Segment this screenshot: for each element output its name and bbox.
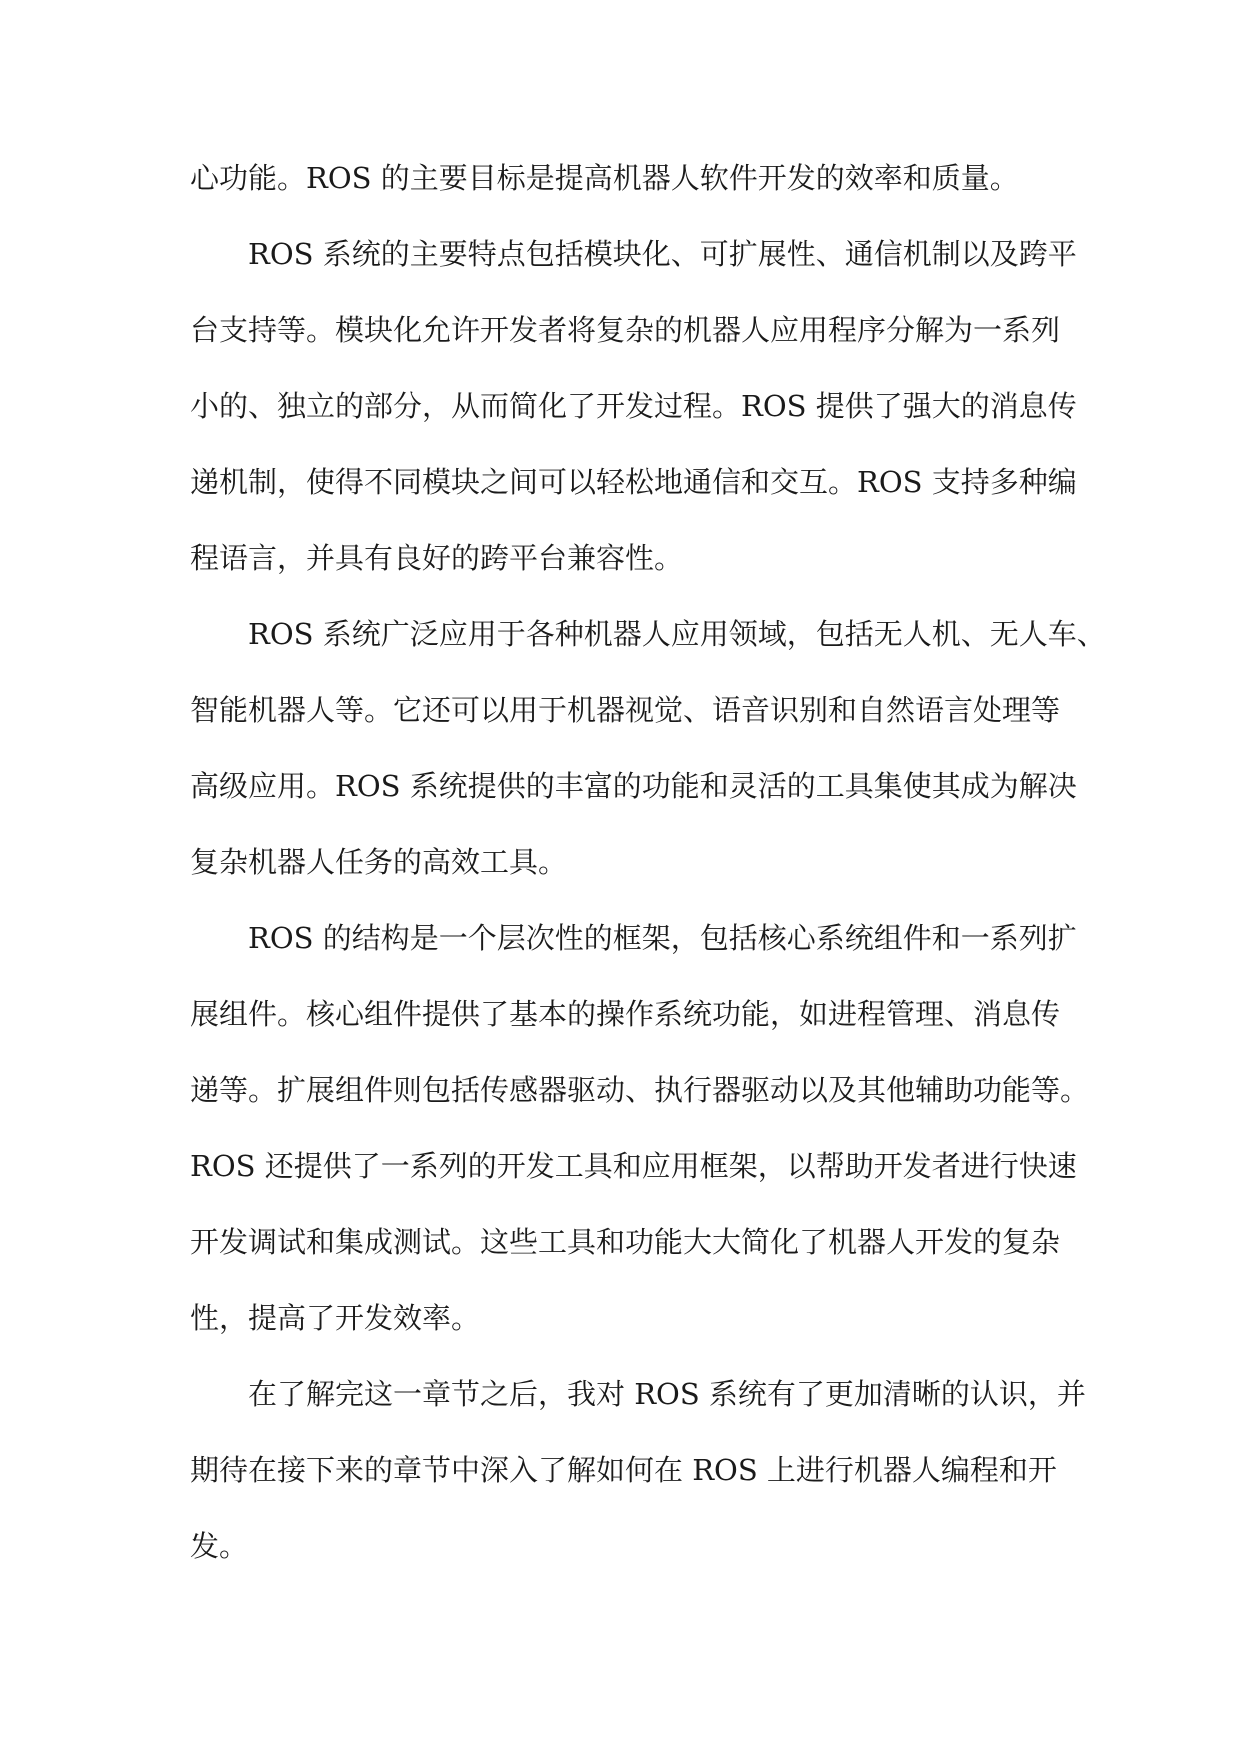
text-line: 递机制，使得不同模块之间可以轻松地通信和交互。ROS 支持多种编 [190, 465, 1077, 499]
text-line: ROS 系统的主要特点包括模块化、可扩展性、通信机制以及跨平 [248, 237, 1077, 271]
text-line: 性，提高了开发效率。 [190, 1301, 481, 1335]
text-line: 小的、独立的部分，从而简化了开发过程。ROS 提供了强大的消息传 [190, 389, 1077, 423]
text-line: 发。 [190, 1529, 249, 1563]
text-line: 复杂机器人任务的高效工具。 [190, 845, 568, 879]
text-line: 开发调试和集成测试。这些工具和功能大大简化了机器人开发的复杂 [190, 1225, 1061, 1259]
text-line: 在了解完这一章节之后，我对 ROS 系统有了更加清晰的认识，并 [248, 1377, 1086, 1411]
text-line: 心功能。ROS 的主要目标是提高机器人软件开发的效率和质量。 [190, 161, 1019, 195]
document-body [190, 140, 1106, 1584]
text-line: 智能机器人等。它还可以用于机器视觉、语音识别和自然语言处理等 [190, 693, 1061, 727]
text-line: ROS 还提供了一系列的开发工具和应用框架，以帮助开发者进行快速 [190, 1149, 1077, 1183]
text-line: 高级应用。ROS 系统提供的丰富的功能和灵活的工具集使其成为解决 [190, 769, 1077, 803]
text-line: 程语言，并具有良好的跨平台兼容性。 [190, 541, 684, 575]
text-line: 台支持等。模块化允许开发者将复杂的机器人应用程序分解为一系列 [190, 313, 1061, 347]
text-line: ROS 系统广泛应用于各种机器人应用领域，包括无人机、无人车、 [248, 617, 1106, 651]
text-line: 展组件。核心组件提供了基本的操作系统功能，如进程管理、消息传 [190, 997, 1061, 1031]
text-line: 递等。扩展组件则包括传感器驱动、执行器驱动以及其他辅助功能等。 [190, 1073, 1090, 1107]
text-line: 期待在接下来的章节中深入了解如何在 ROS 上进行机器人编程和开 [190, 1453, 1057, 1487]
text-line: ROS 的结构是一个层次性的框架，包括核心系统组件和一系列扩 [248, 921, 1077, 955]
